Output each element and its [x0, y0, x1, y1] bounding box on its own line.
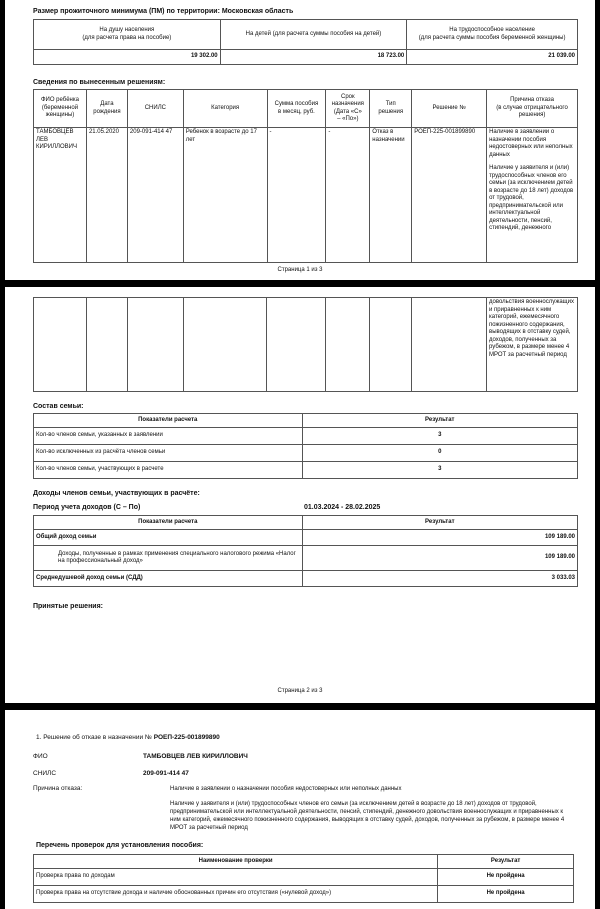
income-avg-label: Среднедушевой доход семьи (СДД) — [34, 571, 303, 587]
family-table — [33, 413, 578, 479]
decision-reason-cell — [487, 128, 578, 263]
income-table — [33, 515, 578, 587]
family-header-result: Результат — [302, 414, 577, 428]
decisions-header-amount: Сумма пособия в месяц, руб. — [267, 90, 326, 128]
decision-category: Ребенок в возрасте до 17 лет — [183, 128, 267, 263]
decisions-header-snils: СНИЛС — [127, 90, 183, 128]
income-period-value: 01.03.2024 - 28.02.2025 — [304, 504, 381, 511]
cont-cell-category — [183, 298, 267, 392]
check-row-name: Проверка права по доходам — [34, 869, 438, 886]
income-total-value: 109 189.00 — [302, 530, 577, 546]
document-page-2 — [5, 287, 595, 703]
income-sub-value: 109 189.00 — [302, 546, 577, 571]
decision-fio: ТАМБОВЦЕВ ЛЕВ КИРИЛЛОВИЧ — [34, 128, 87, 263]
fio-value: ТАМБОВЦЕВ ЛЕВ КИРИЛЛОВИЧ — [143, 753, 248, 760]
decisions-header-fio: ФИО ребёнка (беременной женщины) — [34, 90, 87, 128]
reason-label: Причина отказа: — [33, 785, 83, 792]
decisions-title: Сведения по вынесенным решениям: — [33, 79, 166, 86]
subsistence-value-children: 18 723.00 — [220, 50, 407, 65]
subsistence-value-capita: 19 302.00 — [34, 50, 221, 65]
page-2-footer: Страница 2 из 3 — [277, 688, 323, 694]
snils-value: 209-091-414 47 — [143, 770, 189, 777]
decisions-header-category: Категория — [183, 90, 267, 128]
document-page-1 — [5, 0, 595, 280]
family-row-value: 0 — [302, 445, 577, 462]
income-sub-label: Доходы, полученные в рамках применения специального налогового режима «Налог на профессиональный доход» — [34, 546, 303, 571]
cont-cell-type — [370, 298, 412, 392]
snils-label: СНИЛС — [33, 770, 57, 777]
decision-period: - — [326, 128, 370, 263]
family-row-label: Кол-во членов семьи, указанных в заявлении — [34, 428, 303, 445]
decisions-table — [33, 89, 578, 263]
decisions-taken-title: Принятые решения: — [33, 603, 104, 610]
cont-cell-amount — [267, 298, 326, 392]
decisions-header-decision: Решение № — [412, 90, 487, 128]
decision-snils: 209-091-414 47 — [127, 128, 183, 263]
decision-heading-number: РОЕП-225-001899890 — [153, 734, 220, 741]
family-row-label: Кол-во исключенных из расчёта членов семьи — [34, 445, 303, 462]
decision-heading-prefix: 1. Решение об отказе в назначении № — [36, 734, 152, 741]
decision-heading — [36, 734, 220, 741]
income-period-label: Период учета доходов (С – По) — [33, 504, 141, 511]
page-1-footer: Страница 1 из 3 — [277, 267, 323, 273]
income-total-label: Общий доход семьи — [34, 530, 303, 546]
decisions-header-birth: Дата рождения — [86, 90, 127, 128]
family-row-label: Кол-во членов семьи, участвующих в расчете — [34, 462, 303, 479]
cont-cell-fio — [34, 298, 87, 392]
subsistence-header-children: На детей (для расчета суммы пособия на детей) — [220, 20, 407, 50]
income-title: Доходы членов семьи, участвующих в расчёте: — [33, 490, 200, 497]
family-header-indicator: Показатели расчета — [34, 414, 303, 428]
family-row-value: 3 — [302, 428, 577, 445]
decision-reason-2-part2: довольствия военнослужащих и приравненных к ним категорий, ежемесячного пожизненного содержания, выводящих в отставку судей, доходов, полученных за рубежом, в размере менее 4 МРОТ за расчетный период — [487, 298, 578, 392]
income-header-result: Результат — [302, 516, 577, 530]
document-page-3 — [5, 710, 595, 909]
cont-cell-period — [326, 298, 370, 392]
decisions-header-reason: Причина отказа (в случае отрицательного решения) — [487, 90, 578, 128]
subsistence-header-working: На трудоспособное население (для расчета суммы пособия беременной женщины) — [407, 20, 578, 50]
decision-number: РОЕП-225-001899890 — [412, 128, 487, 263]
decision-reason-1: Наличие в заявлении о назначении пособия недостоверных или неполных данных — [489, 129, 573, 158]
check-row-result: Не пройдена — [438, 886, 574, 903]
decision-type: Отказ в назначении — [370, 128, 412, 263]
decisions-header-period: Срок назначения (Дата «С» – «По») — [326, 90, 370, 128]
income-avg-value: 3 033.03 — [302, 571, 577, 587]
income-header-indicator: Показатели расчета — [34, 516, 303, 530]
cont-cell-snils — [127, 298, 183, 392]
fio-label: ФИО — [33, 753, 48, 760]
decisions-table-continued — [33, 297, 578, 392]
family-row-value: 3 — [302, 462, 577, 479]
subsistence-table — [33, 19, 578, 65]
subsistence-value-working: 21 039.00 — [407, 50, 578, 65]
checks-header-name: Наименование проверки — [34, 855, 438, 869]
checks-table — [33, 854, 574, 903]
reason-2: Наличие у заявителя и (или) трудоспособных членов его семьи (за исключением детей в возрасте до 18 лет) доходов от трудовой, предпринимательской или интеллектуальной деятельности, пенсий, стипендий, денежного довольствия военнослужащих и приравненных к ним категорий, ежемесячного пожизненного содержания, выводящих в отставку судей, доходов, полученных за рубежом, в размере менее 4 МРОТ за расчетный период — [170, 801, 565, 831]
checks-title: Перечень проверок для установления пособия: — [36, 842, 204, 849]
subsistence-title: Размер прожиточного минимума (ПМ) по территории: Московская область — [33, 8, 294, 15]
family-title: Состав семьи: — [33, 403, 84, 410]
decision-reason-2-part1: Наличие у заявителя и (или) трудоспособных членов его семьи (за исключением детей в возрасте до 18 лет) доходов от трудовой, предпринимательской или интеллектуальной деятельности, пенсий, стипендий, денежного — [489, 165, 574, 231]
subsistence-header-capita: На душу населения (для расчета права на пособие) — [34, 20, 221, 50]
decisions-header-type: Тип решения — [370, 90, 412, 128]
reason-1: Наличие в заявлении о назначении пособия недостоверных или неполных данных — [170, 786, 402, 792]
checks-header-result: Результат — [438, 855, 574, 869]
cont-cell-decision — [412, 298, 487, 392]
check-row-name: Проверка права на отсутствие дохода и наличие обоснованных причин его отсутствия («нулевой доход») — [34, 886, 438, 903]
decision-amount: - — [267, 128, 326, 263]
cont-cell-birth — [86, 298, 127, 392]
check-row-result: Не пройдена — [438, 869, 574, 886]
decision-birth: 21.05.2020 — [86, 128, 127, 263]
